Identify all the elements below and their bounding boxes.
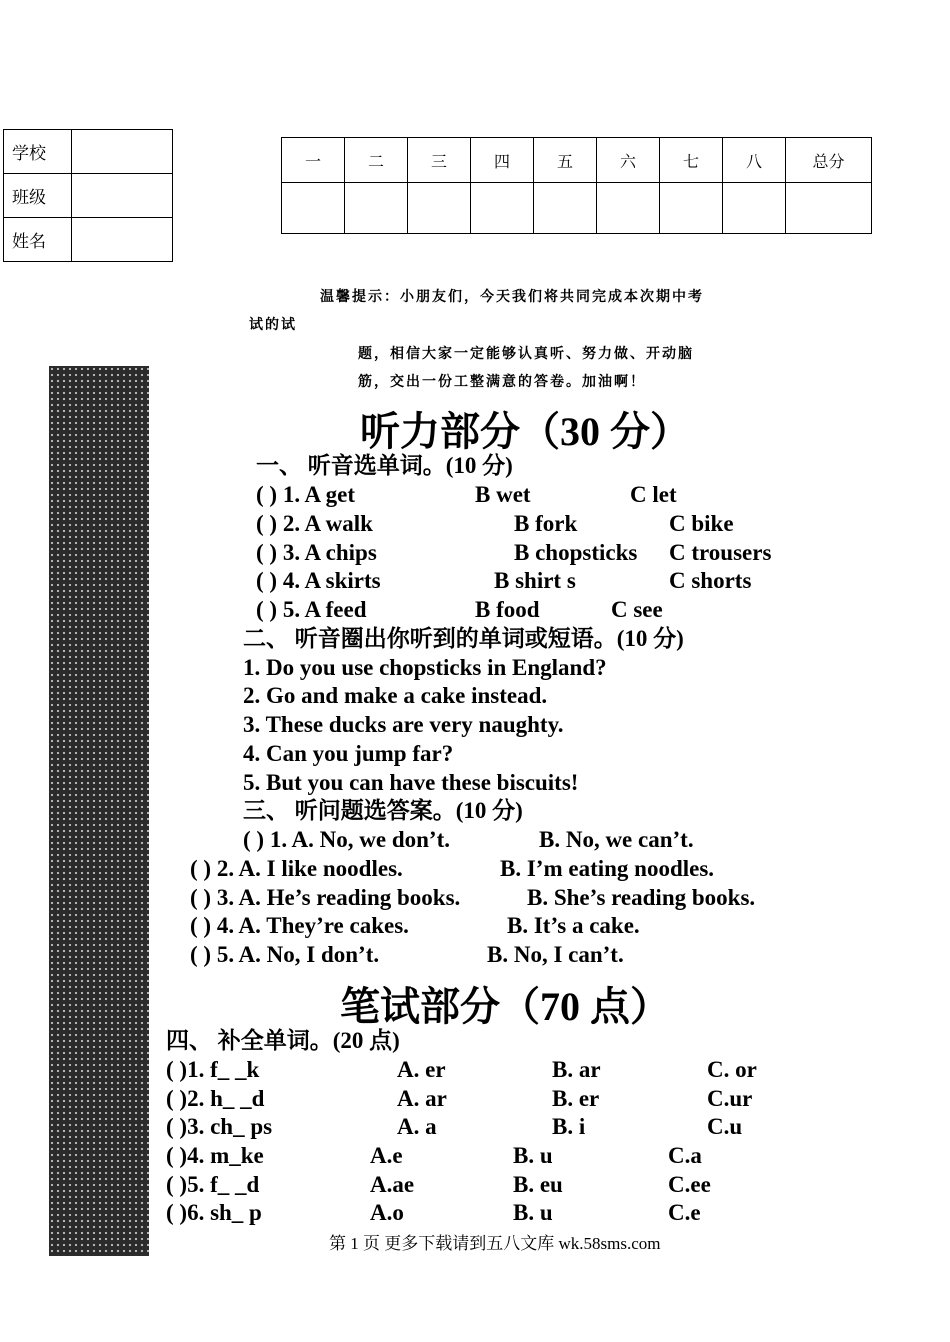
school-field <box>72 130 173 174</box>
score-cell <box>471 183 534 234</box>
q4-item-4-c: C.a <box>668 1143 702 1168</box>
q3-item-3-a: ( ) 3. A. He’s reading books. <box>190 885 461 910</box>
q2-item-2: 2. Go and make a cake instead. <box>243 683 548 708</box>
score-header-8: 八 <box>723 138 786 183</box>
q4-item-6-n: ( )6. sh_ p <box>166 1200 262 1225</box>
tip-line-2: 试的试 <box>249 317 297 333</box>
q4-item-1-a: A. er <box>397 1057 446 1082</box>
score-header-total: 总分 <box>786 138 872 183</box>
q4-item-4-n: ( )4. m_ke <box>166 1143 264 1168</box>
q4-item-2-a: A. ar <box>397 1086 447 1111</box>
q4-item-2-c: C.ur <box>707 1086 753 1111</box>
q4-item-4-a: A.e <box>370 1143 403 1168</box>
score-header-4: 四 <box>471 138 534 183</box>
tip-line-3: 题，相信大家一定能够认真听、努力做、开动脑 <box>358 346 694 362</box>
score-header-1: 一 <box>282 138 345 183</box>
score-header-2: 二 <box>345 138 408 183</box>
q3-title: 三、 听问题选答案。(10 分) <box>243 798 523 823</box>
score-cell <box>660 183 723 234</box>
name-label: 姓名 <box>4 218 72 262</box>
q1-item-3-a: ( ) 3. A chips <box>256 540 377 565</box>
q1-item-5-c: C see <box>611 597 663 622</box>
q4-item-1-c: C. or <box>707 1057 757 1082</box>
name-field <box>72 218 173 262</box>
page-footer: 第 1 页 更多下载请到五八文库 wk.58sms.com <box>329 1234 661 1253</box>
q3-item-5-b: B. No, I can’t. <box>487 942 624 967</box>
q4-item-6-b: B. u <box>513 1200 553 1225</box>
class-field <box>72 174 173 218</box>
q2-item-4: 4. Can you jump far? <box>243 741 454 766</box>
q1-item-2-a: ( ) 2. A walk <box>256 511 373 536</box>
q4-item-4-b: B. u <box>513 1143 553 1168</box>
q4-item-6-c: C.e <box>668 1200 701 1225</box>
q3-item-2-a: ( ) 2. A. I like noodles. <box>190 856 403 881</box>
q1-item-2-b: B fork <box>514 511 578 536</box>
school-label: 学校 <box>4 130 72 174</box>
q1-item-4-b: B shirt s <box>494 568 576 593</box>
listening-section-title: 听力部分（30 分） <box>360 409 690 454</box>
score-header-3: 三 <box>408 138 471 183</box>
q1-item-1-a: ( ) 1. A get <box>256 482 356 507</box>
q4-item-1-b: B. ar <box>552 1057 601 1082</box>
q4-item-3-c: C.u <box>707 1114 743 1139</box>
q2-item-3: 3. These ducks are very naughty. <box>243 712 564 737</box>
q1-item-3-b: B chopsticks <box>514 540 638 565</box>
score-cell <box>408 183 471 234</box>
written-section-title: 笔试部分（70 点） <box>340 984 670 1029</box>
q4-title: 四、 补全单词。(20 点) <box>166 1028 400 1053</box>
q3-item-1-b: B. No, we can’t. <box>539 827 694 852</box>
dotted-sidebar-banner <box>49 366 149 1256</box>
score-cell <box>534 183 597 234</box>
q1-item-4-a: ( ) 4. A skirts <box>256 568 381 593</box>
q4-item-5-n: ( )5. f_ _d <box>166 1172 260 1197</box>
q4-item-2-n: ( )2. h_ _d <box>166 1086 265 1111</box>
q4-item-3-b: B. i <box>552 1114 586 1139</box>
q1-title: 一、 听音选单词。(10 分) <box>256 453 513 478</box>
q1-item-1-c: C let <box>630 482 677 507</box>
q1-item-4-c: C shorts <box>669 568 752 593</box>
tip-line-4: 筋，交出一份工整满意的答卷。加油啊！ <box>358 374 646 390</box>
tip-line-1: 温馨提示：小朋友们，今天我们将共同完成本次期中考 <box>320 289 704 305</box>
q3-item-4-b: B. It’s a cake. <box>507 913 640 938</box>
q4-item-5-a: A.ae <box>370 1172 415 1197</box>
q3-item-1-a: ( ) 1. A. No, we don’t. <box>243 827 450 852</box>
student-info-table <box>3 129 173 262</box>
q4-item-2-b: B. er <box>552 1086 600 1111</box>
q4-item-3-n: ( )3. ch_ ps <box>166 1114 273 1139</box>
q3-item-3-b: B. She’s reading books. <box>527 885 756 910</box>
class-label: 班级 <box>4 174 72 218</box>
score-header-5: 五 <box>534 138 597 183</box>
q4-item-3-a: A. a <box>397 1114 437 1139</box>
score-cell <box>345 183 408 234</box>
score-cell-total <box>786 183 872 234</box>
score-table <box>281 137 872 234</box>
q1-item-2-c: C bike <box>669 511 734 536</box>
q4-item-6-a: A.o <box>370 1200 404 1225</box>
q4-item-5-b: B. eu <box>513 1172 563 1197</box>
q1-item-3-c: C trousers <box>669 540 772 565</box>
score-cell <box>282 183 345 234</box>
q3-item-5-a: ( ) 5. A. No, I don’t. <box>190 942 380 967</box>
q3-item-4-a: ( ) 4. A. They’re cakes. <box>190 913 409 938</box>
score-header-7: 七 <box>660 138 723 183</box>
score-cell <box>597 183 660 234</box>
q2-item-5: 5. But you can have these biscuits! <box>243 770 579 795</box>
q4-item-5-c: C.ee <box>668 1172 711 1197</box>
q2-title: 二、 听音圈出你听到的单词或短语。(10 分) <box>243 626 684 651</box>
q1-item-1-b: B wet <box>475 482 531 507</box>
q4-item-1-n: ( )1. f_ _k <box>166 1057 260 1082</box>
q1-item-5-a: ( ) 5. A feed <box>256 597 367 622</box>
score-cell <box>723 183 786 234</box>
q2-item-1: 1. Do you use chopsticks in England? <box>243 655 607 680</box>
q1-item-5-b: B food <box>475 597 540 622</box>
q3-item-2-b: B. I’m eating noodles. <box>500 856 715 881</box>
score-header-6: 六 <box>597 138 660 183</box>
